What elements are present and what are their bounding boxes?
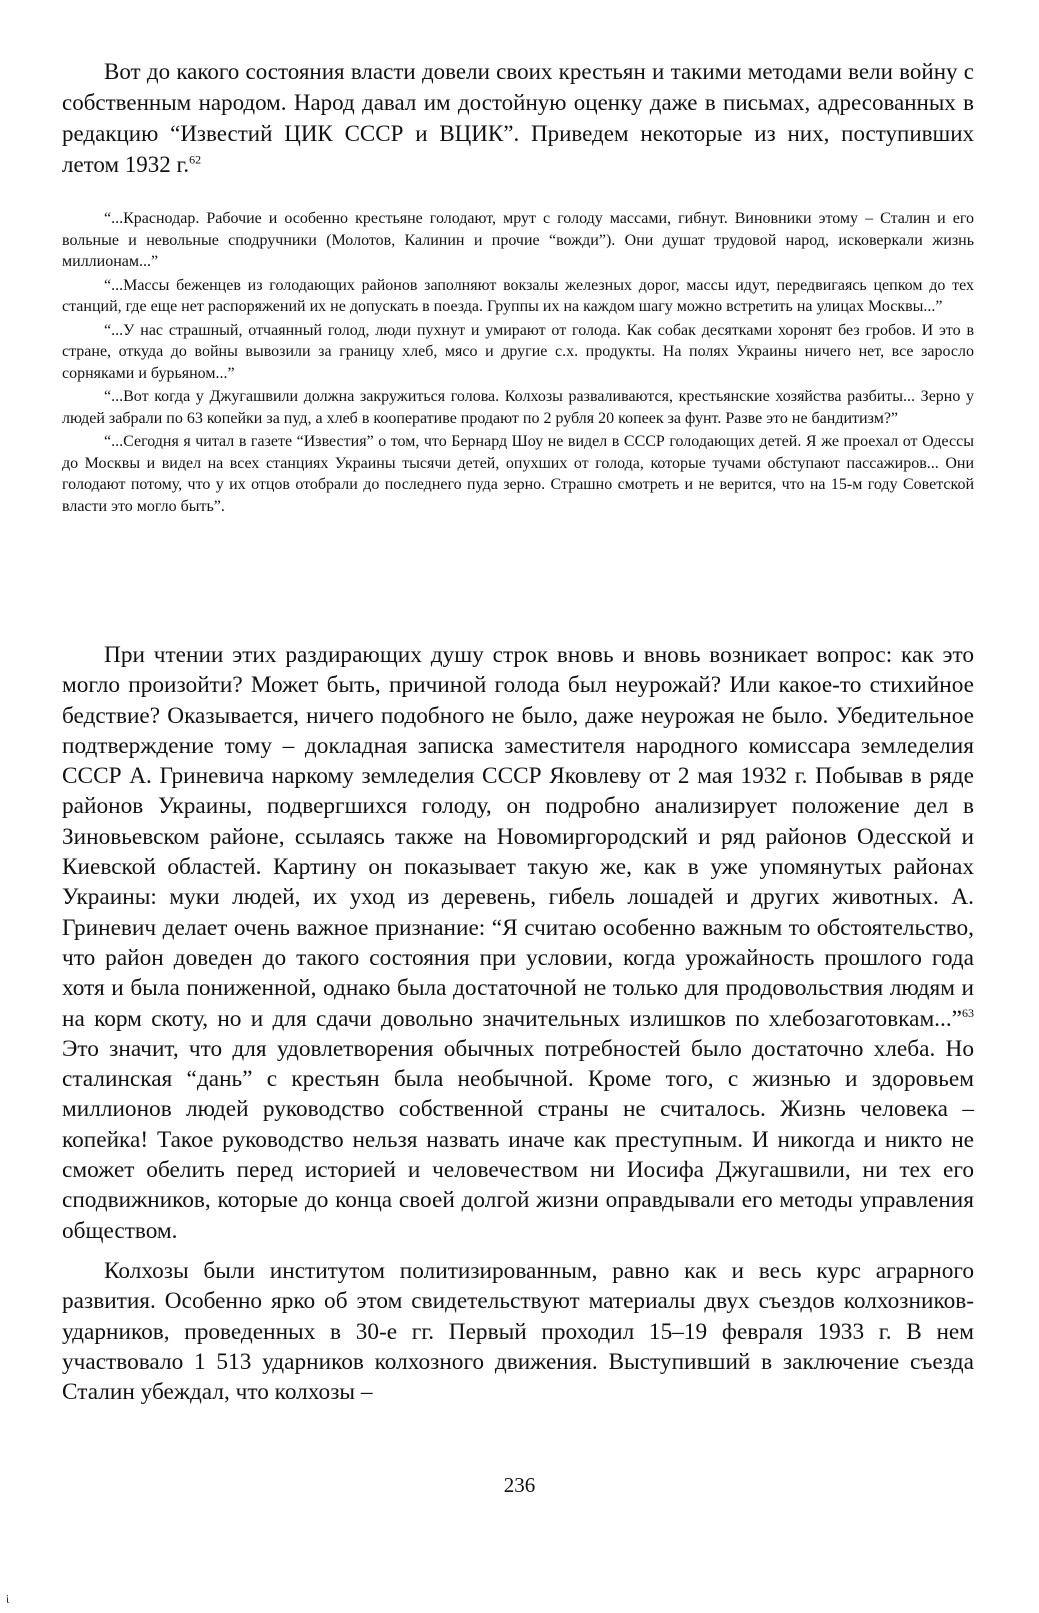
footnote-ref-63: 63 [962,1005,974,1020]
letter-quote-2: “...Массы беженцев из голодающих районов заполняют вокзалы железных дорог, массы идут, передвигаясь цепком до тех станций, где еще нет распоряжений их не допускать в поезда. Группы их на каждом шагу можно встретить на улицах Москвы...” [62,276,974,315]
intro-section [62,56,974,180]
footnote-ref-62: 62 [189,152,202,167]
letter-quote-1: “...Краснодар. Рабочие и особенно крестьяне голодают, мрут с голоду массами, гибнут. Виновники этому – Сталин и его вольные и невольные сподручники (Молотов, Калинин и прочие “вожди”). Они душат трудовой народ, исковеркали жизнь миллионам...” [62,210,974,270]
main-paragraph-1 [62,640,974,1246]
paragraph-gap [62,1246,974,1256]
page-number: 236 [503,1473,536,1497]
letter-quote-4: “...Вот когда у Джугашвили должна закружиться голова. Колхозы разваливаются, крестьянские хозяйства разбиты... Зерно у людей забрали по 63 копейки за пуд, а хлеб в кооперативе продают по 2 рубля 20 копеек за фунт. Разве это не бандитизм?” [62,388,974,427]
scan-corner-mark: ὶ [6,1592,10,1606]
intro-text: Вот до какого состояния власти довели своих крестьян и такими методами вели войну с собственным народом. Народ давал им достойную оценку даже в письмах, адресованных в редакцию “Известий ЦИК СССР и ВЦИК”. Приведем некоторые из них, поступивших летом 1932 г. [62,59,974,177]
intro-paragraph [62,56,974,180]
letter-quote-3: “...У нас страшный, отчаянный голод, люди пухнут и умирают от голода. Как собак десятками хоронят без гробов. И это в стране, откуда до войны вывозили за границу хлеб, мясо и другие с.х. продукты. На полях Украины ничего нет, все заросло сорняками и бурьяном...” [62,321,974,382]
main-paragraph-2: Колхозы были институтом политизированным, равно как и весь курс аграрного развития. Особенно ярко об этом свидетельствуют материалы двух съездов колхозников-ударников, проведенных в 30-е гг. Первый проходил 15–19 февраля 1933 г. В нем участвовало 1 513 ударников колхозного движения. Выступивший в заключение съезда Сталин убеждал, что колхозы – [62,1257,974,1406]
main-text [62,640,974,1407]
letter-quote-5: “...Сегодня я читал в газете “Известия” о том, что Бернард Шоу не видел в СССР голодающих детей. Я же проехал от Одессы до Москвы и видел на всех станциях Украины тысячи детей, опухших от голода, которые тучами обступают пассажиров... Они голодают потому, что у их отцов отобрали до последнего пуда зерно. Страшно смотреть и не верится, что на 15-м году Советской власти это могло быть”. [62,433,974,515]
main-paragraph-1-part-2: Это значит, что для удовлетворения обычных потребностей было достаточно хлеба. Но сталинская “дань” с крестьян была необычной. Кроме того, с жизнью и здоровьем миллионов людей руководство собственной страны не считалось. Жизнь человека – копейка! Такое руководство нельзя назвать иначе как преступным. И никогда и никто не сможет обелить перед историей и человечеством ни Иосифа Джугашвили, ни тех его сподвижников, которые до конца своей долгой жизни оправдывали его методы управления обществом. [62,1035,974,1244]
letters-quotes [62,208,974,519]
main-paragraph-1-part-1: При чтении этих раздирающих душу строк вновь и вновь возникает вопрос: как это могло произойти? Может быть, причиной голода был неурожай? Или какое-то стихийное бедствие? Оказывается, ничего подобного не было, даже неурожая не было. Убедительное подтверждение тому – докладная записка заместителя народного комиссара земледелия СССР А. Гриневича наркому земледелия СССР Яковлеву от 2 мая 1932 г. Побывав в ряде районов Украины, подвергшихся голоду, он подробно анализирует положение дел в Зиновьевском районе, ссылаясь также на Новомиргородский и ряд районов Одесской и Киевской областей. Картину он показывает такую же, как в уже упомянутых районах Украины: муки людей, их уход из деревень, гибель лошадей и других животных. А. Гриневич делает очень важное признание: “Я считаю особенно важным то обстоятельство, что район доведен до такого состояния при условии, когда урожайность прошлого года хотя и была пониженной, однако была достаточной не только для продовольствия людям и на корм скоту, но и для сдачи довольно значительных излишков по хлебозаготовкам...” [62,642,974,1032]
